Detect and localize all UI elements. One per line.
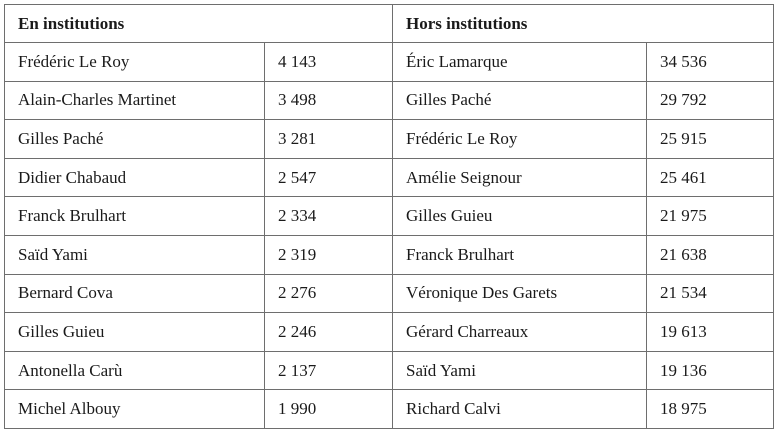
left-value-cell: 3 281 — [265, 120, 393, 159]
right-value-cell: 19 613 — [647, 313, 774, 352]
table-row — [5, 120, 774, 159]
ranking-table — [4, 4, 774, 429]
left-name-cell: Gilles Guieu — [5, 313, 265, 352]
left-name-cell: Michel Albouy — [5, 390, 265, 429]
table-row — [5, 313, 774, 352]
right-name-cell: Gérard Charreaux — [393, 313, 647, 352]
right-name-cell: Gilles Paché — [393, 81, 647, 120]
header-hors-institutions: Hors institutions — [393, 5, 774, 43]
right-name-cell: Richard Calvi — [393, 390, 647, 429]
right-value-cell: 25 915 — [647, 120, 774, 159]
right-value-cell: 29 792 — [647, 81, 774, 120]
left-value-cell: 4 143 — [265, 43, 393, 82]
table-row — [5, 235, 774, 274]
right-name-cell: Frédéric Le Roy — [393, 120, 647, 159]
left-value-cell: 2 246 — [265, 313, 393, 352]
table-row — [5, 390, 774, 429]
right-name-cell: Gilles Guieu — [393, 197, 647, 236]
left-name-cell: Frédéric Le Roy — [5, 43, 265, 82]
left-name-cell: Bernard Cova — [5, 274, 265, 313]
left-value-cell: 2 276 — [265, 274, 393, 313]
left-name-cell: Antonella Carù — [5, 351, 265, 390]
right-value-cell: 18 975 — [647, 390, 774, 429]
right-name-cell: Saïd Yami — [393, 351, 647, 390]
right-value-cell: 34 536 — [647, 43, 774, 82]
left-value-cell: 3 498 — [265, 81, 393, 120]
left-value-cell: 2 137 — [265, 351, 393, 390]
left-value-cell: 2 334 — [265, 197, 393, 236]
right-value-cell: 21 638 — [647, 235, 774, 274]
right-name-cell: Amélie Seignour — [393, 158, 647, 197]
header-row — [5, 5, 774, 43]
table-row — [5, 351, 774, 390]
left-name-cell: Gilles Paché — [5, 120, 265, 159]
table-row — [5, 81, 774, 120]
left-value-cell: 2 547 — [265, 158, 393, 197]
left-value-cell: 1 990 — [265, 390, 393, 429]
left-name-cell: Franck Brulhart — [5, 197, 265, 236]
table-row — [5, 274, 774, 313]
right-value-cell: 21 534 — [647, 274, 774, 313]
right-value-cell: 21 975 — [647, 197, 774, 236]
right-name-cell: Franck Brulhart — [393, 235, 647, 274]
left-name-cell: Saïd Yami — [5, 235, 265, 274]
right-value-cell: 25 461 — [647, 158, 774, 197]
right-name-cell: Éric Lamarque — [393, 43, 647, 82]
right-value-cell: 19 136 — [647, 351, 774, 390]
header-en-institutions: En institutions — [5, 5, 393, 43]
right-name-cell: Véronique Des Garets — [393, 274, 647, 313]
table-row — [5, 158, 774, 197]
table-row — [5, 43, 774, 82]
left-name-cell: Didier Chabaud — [5, 158, 265, 197]
left-name-cell: Alain-Charles Martinet — [5, 81, 265, 120]
left-value-cell: 2 319 — [265, 235, 393, 274]
table-row — [5, 197, 774, 236]
